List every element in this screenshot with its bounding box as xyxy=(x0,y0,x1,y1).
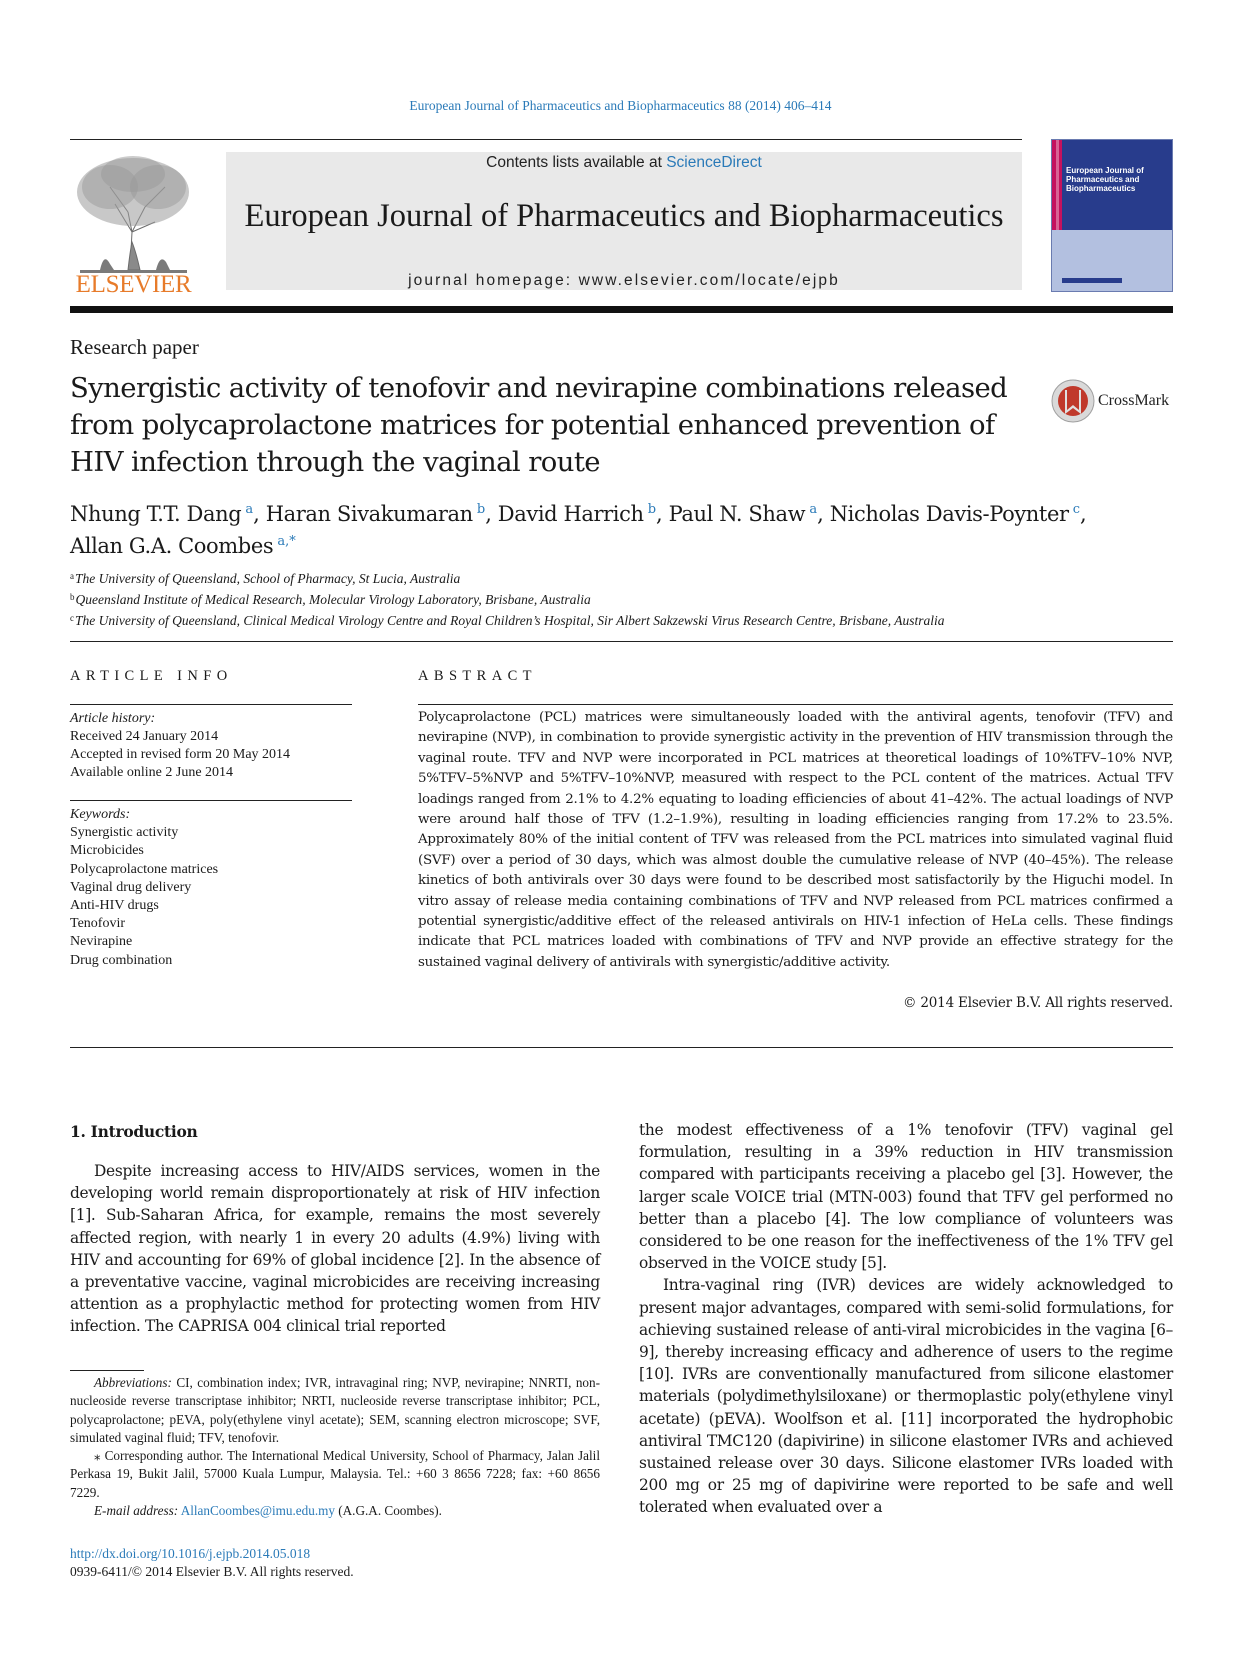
contents-prefix: Contents lists available at xyxy=(486,154,667,171)
author-name: Paul N. Shaw xyxy=(668,502,806,526)
affiliation-item xyxy=(70,567,1173,588)
section-rule-top xyxy=(70,641,1173,642)
keywords-heading: Keywords: xyxy=(70,807,131,822)
email-label: E-mail address: xyxy=(94,1503,179,1519)
abbreviations-label: Abbreviations: xyxy=(94,1375,172,1390)
keyword-item: Tenofovir xyxy=(70,916,126,932)
introduction-paragraph-2: Intra-vaginal ring (IVR) devices are widely acknowledged to present major advantages, compared with semi-solid formulations, for achieving sustained release of anti-viral microbicides in the vagina [6–9], thereby increasing efficacy and adherence of users to the regime [10]. IVRs are conventionally manufactured from silicone elastomer materials (polydimethylsiloxane) or thermoplastic poly(ethylene vinyl acetate) (pEVA). Woolfson et al. [11] incorporated the hydrophobic antiviral TMC120 (dapivirine) in silicone elastomer IVRs and achieved sustained release over 30 days. Silicone elastomer IVRs loaded with 200 mg or 25 mg of dapivirine were reported to be safe and well tolerated when evaluated over a xyxy=(639,1276,1173,1517)
keyword-item: Synergistic activity xyxy=(70,825,179,841)
history-received: Received 24 January 2014 xyxy=(70,729,219,744)
article-title: Synergistic activity of tenofovir and nevirapine combinations released from polycaprolactone matrices for potential enhanced prevention of HIV infection through the vaginal route xyxy=(70,372,1008,478)
corresponding-author-footnote: ⁎ Corresponding author. The International Medical University, School of Pharmacy, Jalan Jalil Perkasa 19, Bukit Jalil, 57000 Kuala Lumpur, Malaysia. Tel.: +60 3 8656 7228; fax: +60 8656 7229. xyxy=(70,1448,600,1500)
email-footnote xyxy=(70,1502,600,1520)
abstract-copyright: © 2014 Elsevier B.V. All rights reserved. xyxy=(903,995,1173,1011)
keyword-item: Drug combination xyxy=(70,952,173,968)
author-affiliation-mark[interactable]: c xyxy=(1068,502,1081,517)
author-affiliation-mark[interactable]: a xyxy=(241,502,254,517)
elsevier-wordmark: ELSEVIER xyxy=(75,271,192,298)
crossmark-label[interactable]: CrossMark xyxy=(1098,392,1170,409)
introduction-right-column xyxy=(639,1119,1173,1519)
cover-title: European Journal of Pharmaceutics and Biopharmaceutics xyxy=(1066,166,1144,193)
journal-citation-link[interactable]: European Journal of Pharmaceutics and Biopharmaceutics 88 (2014) 406–414 xyxy=(409,98,832,113)
journal-name: European Journal of Pharmaceutics and Biopharmaceutics xyxy=(244,198,1004,234)
article-history xyxy=(70,710,352,782)
author-separator: , xyxy=(485,502,498,526)
affiliation-mark: a xyxy=(70,571,74,581)
affiliation-text: The University of Queensland, School of Pharmacy, St Lucia, Australia xyxy=(75,571,461,586)
keyword-item: Anti-HIV drugs xyxy=(70,898,159,914)
journal-cover-thumbnail[interactable] xyxy=(1051,139,1173,292)
affiliation-mark: b xyxy=(70,592,75,602)
author-list xyxy=(70,496,1173,560)
author-affiliation-mark[interactable]: b xyxy=(472,502,486,517)
contents-line xyxy=(226,154,1022,172)
article-info-heading: ARTICLE INFO xyxy=(70,668,233,684)
author-name: David Harrich xyxy=(497,502,644,526)
header-top-rule xyxy=(70,139,1022,140)
header-thick-rule xyxy=(70,306,1173,313)
introduction-paragraph-1: Despite increasing access to HIV/AIDS services, women in the developing world remain disproportionately at risk of HIV infection [1]. Sub-Saharan Africa, for example, remains the most severely affected region, with nearly 1 in every 20 adults (4.9%) living with HIV and accounting for 69% of global incidence [2]. In the absence of a preventative vaccine, vaginal microbicides are receiving increasing attention as a prophylactic method for protecting women from HIV infection. The CAPRISA 004 clinical trial reported xyxy=(70,1162,600,1336)
introduction-paragraph-1-continued: the modest effectiveness of a 1% tenofovir (TFV) vaginal gel formulation, resulting in a 39% reduction in HIV transmission compared with participants receiving a placebo gel [3]. However, the larger scale VOICE trial (MTN-003) found that TFV gel performed no better than a placebo [4]. The low compliance of volunteers was considered to be one reason for the ineffectiveness of the 1% TFV gel observed in the VOICE study [5]. xyxy=(639,1121,1173,1273)
affiliation-mark: c xyxy=(70,613,74,623)
journal-homepage-link[interactable]: journal homepage: www.elsevier.com/locate/ejpb xyxy=(408,272,840,289)
affiliation-item xyxy=(70,588,1173,609)
author-affiliation-mark[interactable]: b xyxy=(643,502,657,517)
author-name: Nhung T.T. Dang xyxy=(70,502,242,526)
history-online: Available online 2 June 2014 xyxy=(70,765,234,780)
abstract-text: Polycaprolactone (PCL) matrices were simultaneously loaded with the antiviral agents, tenofovir (TFV) and nevirapine (NVP), in combination to provide synergistic activity in the prevention of HIV transmission through the vaginal route. TFV and NVP were incorporated in PCL matrices at theoretical loadings of 10%TFV–10% NVP, 5%TFV–5%NVP and 5%TFV–10%NVP, measured with respect to the PCL content of the matrices. Actual TFV loadings ranged from 2.1% to 4.2% equating to loading efficiencies of about 41–42%. The actual loadings of NVP were around half those of TFV (1.2–1.9%), resulting in loading efficiencies ranging from 17.2% to 23.5%. Approximately 80% of the initial content of TFV was released from the PCL matrices into simulated vaginal fluid (SVF) over a period of 30 days, which was almost double the cumulative release of NVP (40–45%). The release kinetics of both antivirals over 30 days were found to be described most satisfactorily by the Higuchi model. In vitro assay of release media containing combinations of TFV and NVP released from PCL matrices confirmed a potential synergistic/additive effect of the released antivirals on HIV-1 infection of HeLa cells. These findings indicate that PCL matrices loaded with combinations of TFV and NVP provide an effective strategy for the sustained vaginal delivery of antivirals with synergistic/additive activity. xyxy=(418,710,1173,970)
author-name: Nicholas Davis-Poynter xyxy=(829,502,1069,526)
footnote-rule xyxy=(70,1370,144,1371)
keyword-item: Polycaprolactone matrices xyxy=(70,861,219,877)
introduction-heading: 1. Introduction xyxy=(70,1122,198,1141)
abstract-rule xyxy=(418,704,1173,705)
footnotes xyxy=(70,1374,600,1520)
author-name: Haran Sivakumaran xyxy=(265,502,473,526)
abbreviations-footnote xyxy=(70,1374,600,1447)
issn-copyright: 0939-6411/© 2014 Elsevier B.V. All rights reserved. xyxy=(70,1564,354,1579)
keyword-list xyxy=(70,806,352,970)
affiliation-text: The University of Queensland, Clinical Medical Virology Centre and Royal Children’s Hospital, Sir Albert Sakzewski Virus Research Centre, Brisbane, Australia xyxy=(75,613,945,628)
cover-footer-band xyxy=(1062,278,1122,283)
cover-stripe-highlight xyxy=(1056,140,1059,230)
affiliation-list xyxy=(70,567,1173,630)
section-rule-bottom xyxy=(70,1047,1173,1048)
history-heading: Article history: xyxy=(70,711,156,726)
author-affiliation-mark[interactable]: a xyxy=(805,502,818,517)
email-link[interactable]: AllanCoombes@imu.edu.my xyxy=(180,1503,335,1519)
email-suffix: (A.G.A. Coombes). xyxy=(334,1503,442,1519)
sciencedirect-link[interactable]: ScienceDirect xyxy=(666,154,762,171)
author-name: Allan G.A. Coombes xyxy=(70,534,274,558)
affiliation-item xyxy=(70,609,1173,630)
author-separator: , xyxy=(656,502,669,526)
paper-type: Research paper xyxy=(70,335,199,359)
history-revised: Accepted in revised form 20 May 2014 xyxy=(70,747,291,762)
article-info-rule xyxy=(70,704,352,705)
abstract-heading: ABSTRACT xyxy=(418,668,537,684)
author-separator: , xyxy=(817,502,830,526)
keywords-rule xyxy=(70,800,352,801)
keyword-item: Nevirapine xyxy=(70,934,133,950)
doi-link[interactable]: http://dx.doi.org/10.1016/j.ejpb.2014.05.018 xyxy=(70,1546,311,1561)
keyword-item: Microbicides xyxy=(70,843,144,859)
abbreviations-text: CI, combination index; IVR, intravaginal ring; NVP, nevirapine; NNRTI, non-nucleoside reverse transcriptase inhibitor; NRTI, nucleoside reverse transcriptase inhibitor; PCL, polycaprolactone; pEVA, poly(ethylene vinyl acetate); SEM, scanning electron microscope; SVF, simulated vaginal fluid; TFV, tenofovir. xyxy=(70,1375,600,1445)
author-separator: , xyxy=(1080,502,1087,526)
author-affiliation-mark[interactable]: a,* xyxy=(273,534,296,549)
affiliation-text: Queensland Institute of Medical Research, Molecular Virology Laboratory, Brisbane, Australia xyxy=(75,592,591,607)
author-separator: , xyxy=(253,502,266,526)
keyword-item: Vaginal drug delivery xyxy=(70,879,192,895)
